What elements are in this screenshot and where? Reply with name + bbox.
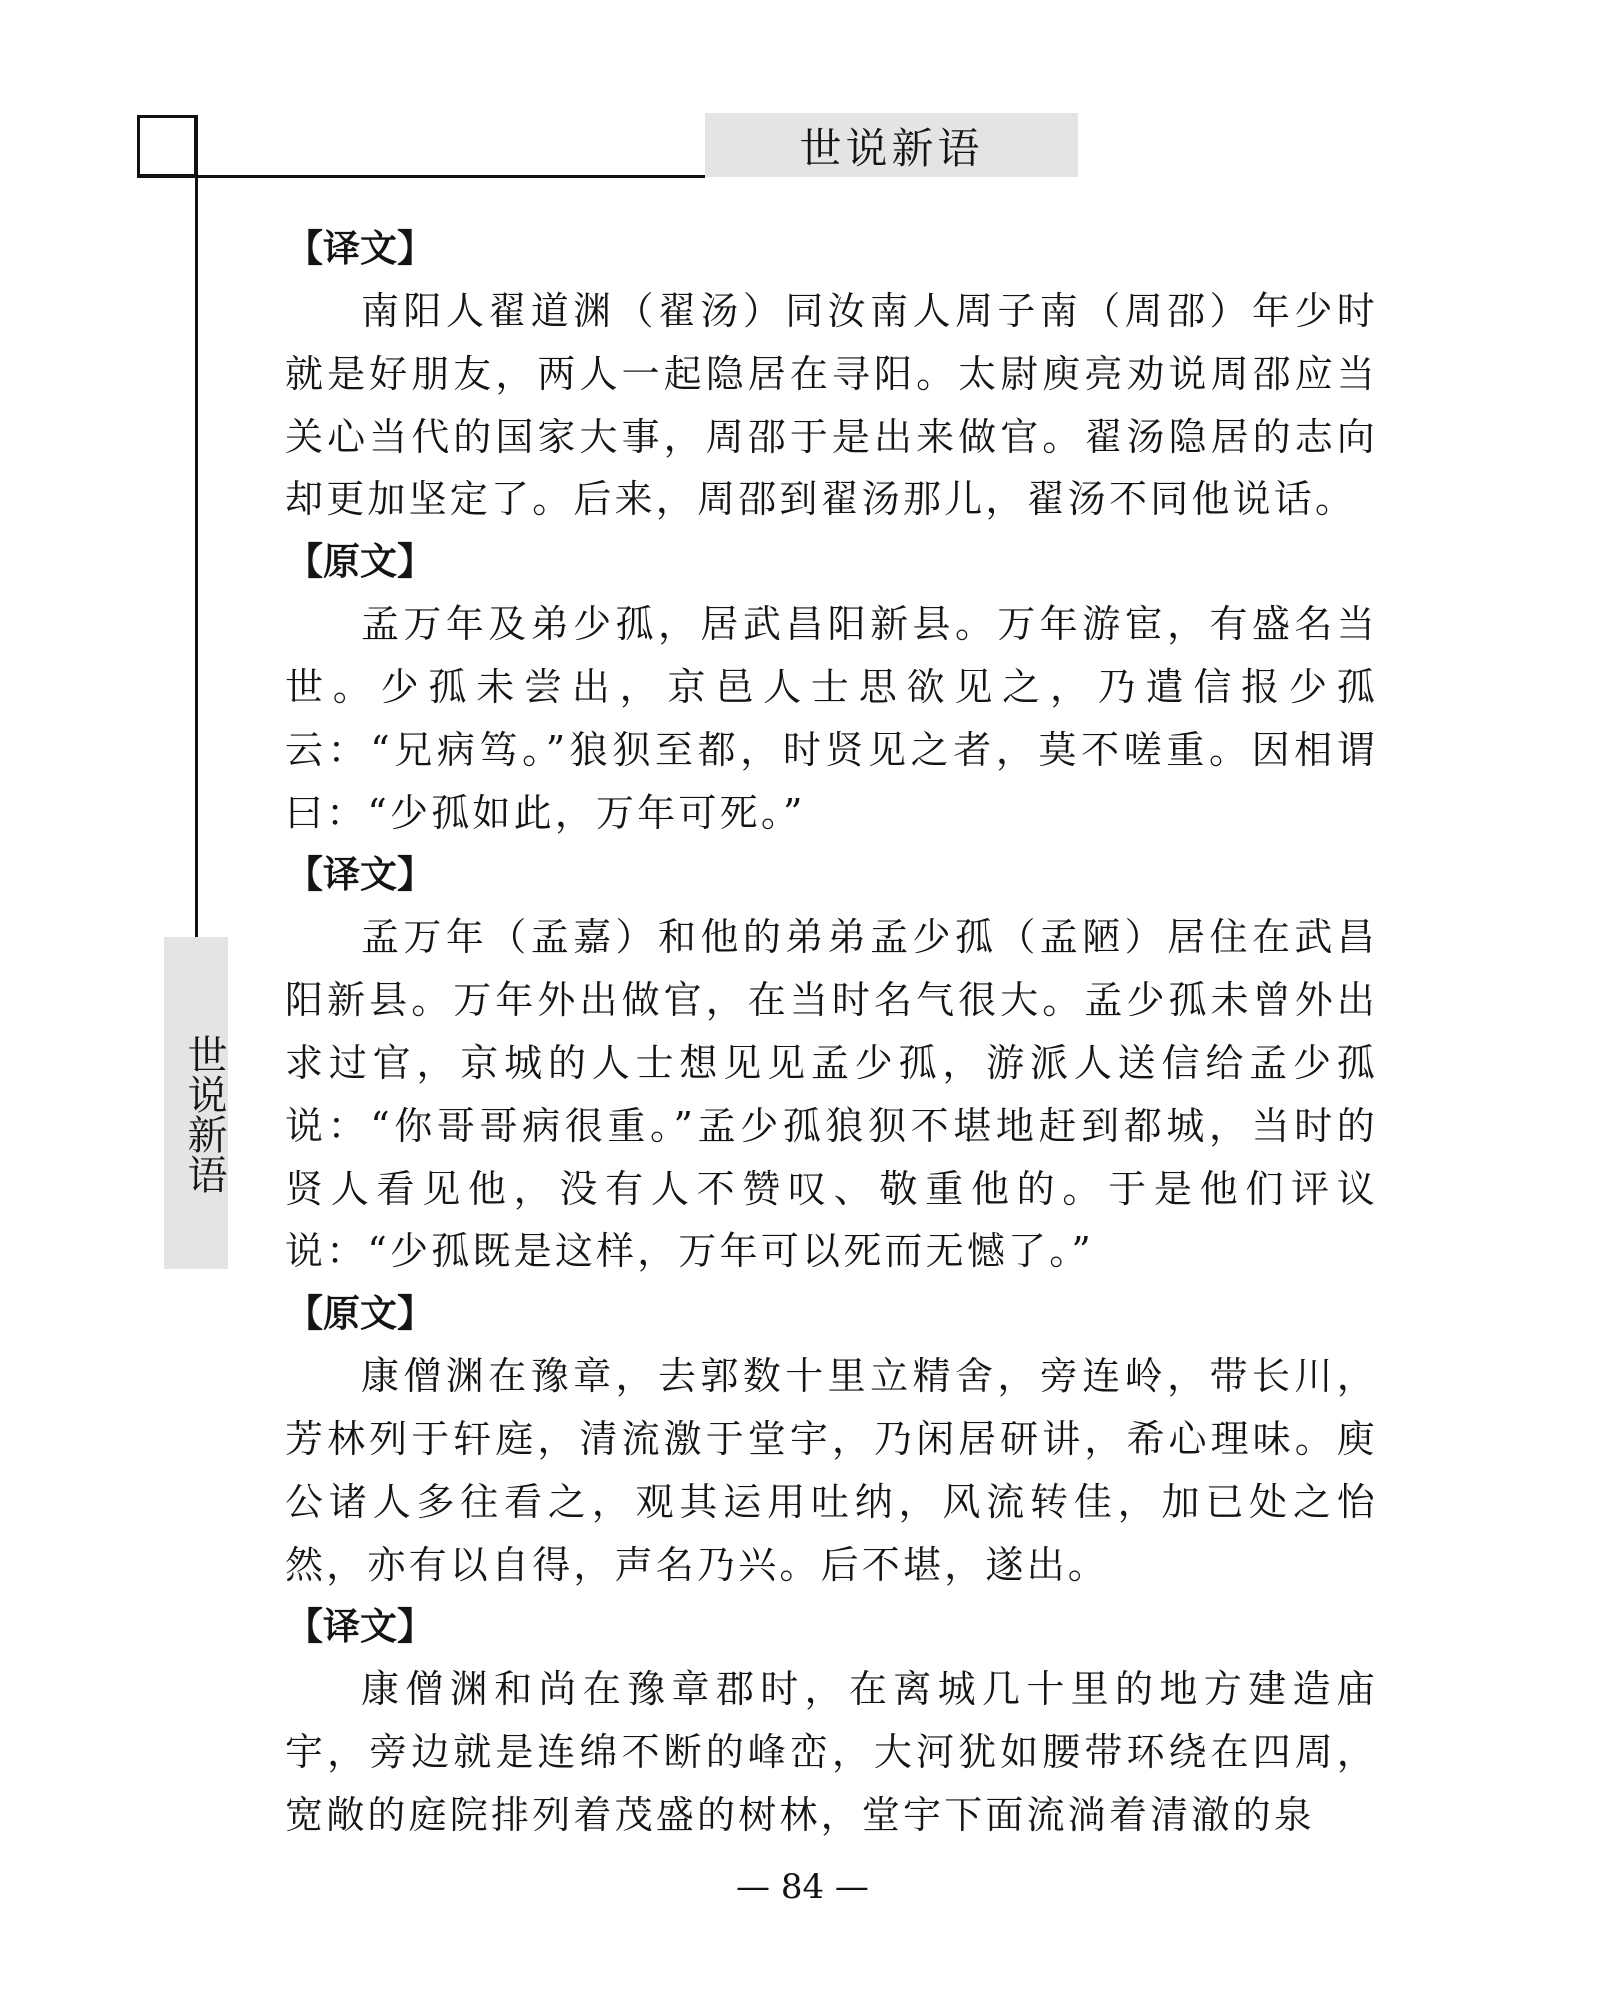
- section-paragraph: 孟万年（孟嘉）和他的弟弟孟少孤（孟陋）居住在武昌阳新县。万年外出做官，在当时名气很大。孟少孤未曾外出求过官，京城的人士想见见孟少孤，游派人送信给孟少孤说：“你哥哥病很重。”孟少孤狼狈不堪地赶到都城，当时的贤人看见他，没有人不赞叹、敬重他的。于是他们评议说：“少孤既是这样，万年可以死而无憾了。”: [285, 915, 1378, 1274]
- section-label: 【原文】: [286, 1292, 434, 1336]
- corner-frame-box: [137, 115, 197, 177]
- side-tab-book-title: 世说新语: [164, 937, 228, 1269]
- section-paragraph: 康僧渊在豫章，去郭数十里立精舍，旁连岭，带长川，芳林列于轩庭，清流激于堂宇，乃闲居研讲，希心理味。庾公诸人多往看之，观其运用吐纳，风流转佳，加已处之怡然，亦有以自得，声名乃兴。后不堪，遂出。: [285, 1354, 1378, 1587]
- running-header-title: 世说新语: [705, 113, 1078, 177]
- section-paragraph: 孟万年及弟少孤，居武昌阳新县。万年游宦，有盛名当世。少孤未尝出，京邑人士思欲见之，乃遣信报少孤云：“兄病笃。”狼狈至都，时贤见之者，莫不嗟重。因相谓曰：“少孤如此，万年可死。”: [285, 602, 1378, 835]
- section-paragraph: 康僧渊和尚在豫章郡时，在离城几十里的地方建造庙宇，旁边就是连绵不断的峰峦，大河犹如腰带环绕在四周，宽敞的庭院排列着茂盛的树林，堂宇下面流淌着清澈的泉: [285, 1667, 1378, 1837]
- section-original-2: [285, 531, 1378, 844]
- section-label: 【原文】: [286, 540, 434, 584]
- section-translation-1: [285, 218, 1378, 531]
- page-body: [285, 218, 1378, 1847]
- header-rule-horizontal: [137, 175, 705, 178]
- margin-rule-vertical: [195, 115, 198, 938]
- section-label: 【译文】: [286, 853, 434, 897]
- section-label: 【译文】: [286, 227, 434, 270]
- section-original-3: [285, 1283, 1378, 1596]
- page-number: — 84 —: [736, 1867, 869, 1907]
- section-translation-2: [285, 844, 1378, 1283]
- section-label: 【译文】: [286, 1605, 434, 1649]
- section-paragraph: 南阳人翟道渊（翟汤）同汝南人周子南（周邵）年少时就是好朋友，两人一起隐居在寻阳。太尉庾亮劝说周邵应当关心当代的国家大事，周邵于是出来做官。翟汤隐居的志向却更加坚定了。后来，周邵到翟汤那儿，翟汤不同他说话。: [285, 289, 1378, 522]
- section-translation-3: [285, 1596, 1378, 1846]
